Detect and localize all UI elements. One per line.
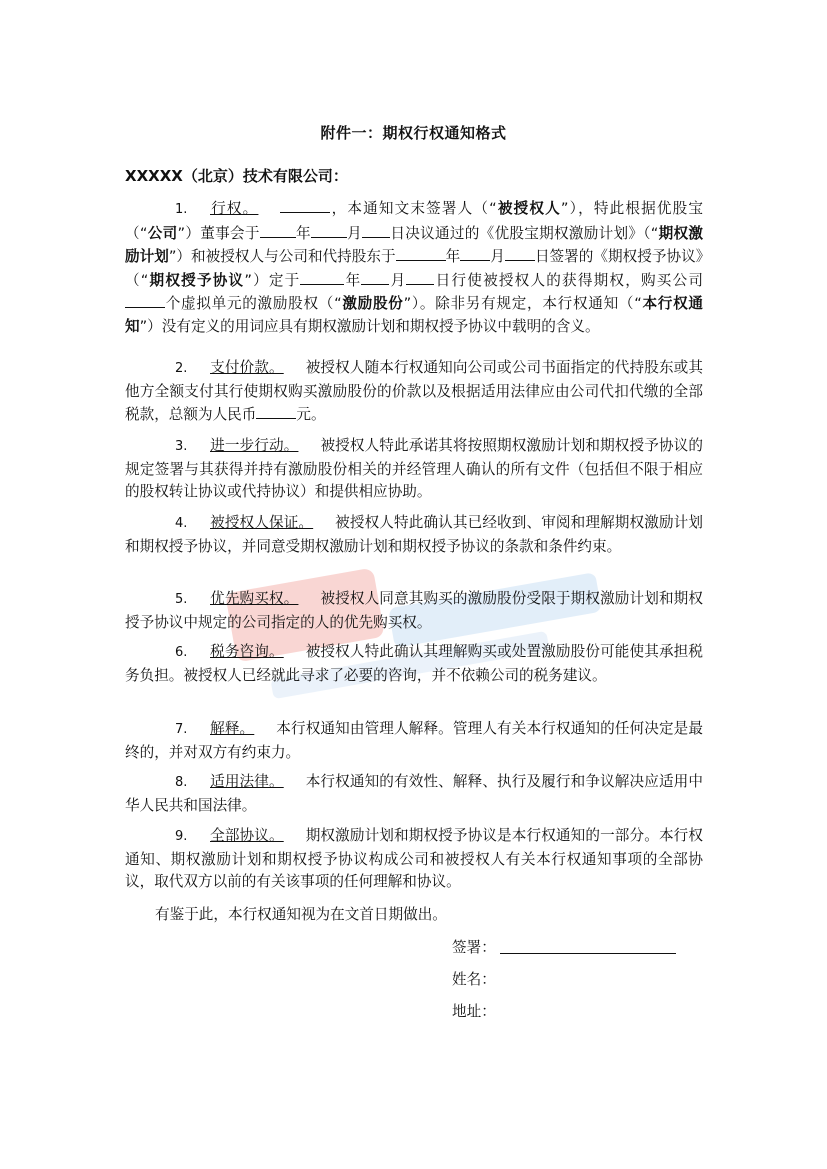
text: 被授权人特此承诺其将按照期权激励计划和期权授予协议的规定签署与其获得并持有激励股份相关的并经管理人确认的所有文件（包括但不限于相应的股权转让协议或代持协议）和提供相应协助。	[125, 437, 703, 501]
section-number: 5.	[175, 592, 188, 607]
text: 年	[295, 224, 311, 242]
text: 年	[344, 271, 362, 289]
section-number: 3.	[175, 439, 188, 454]
text: 月	[346, 224, 363, 242]
section-heading: 优先购买权。	[210, 590, 299, 607]
section-6	[125, 641, 703, 687]
section-2	[125, 357, 703, 427]
section-heading: 进一步行动。	[210, 437, 299, 454]
defined-term: 本行权通知	[125, 295, 703, 335]
text: 期权激励计划和期权授予协议是本行权通知的一部分。本行权通知、期权激励计划和期权授予协议构成公司和被授权人有关本行权通知事项的全部协议，取代双方以前的有关该事项的任何理解和协议。	[125, 827, 703, 891]
text: 被授权人特此确认其已经收到、审阅和理解期权激励计划和期权授予协议，并同意受期权激励计划和期权授予协议的条款和条件约束。	[125, 514, 703, 555]
day-blank	[505, 245, 535, 261]
section-9	[125, 825, 703, 894]
text: 元。	[296, 406, 326, 424]
section-5	[125, 588, 703, 634]
section-number: 9.	[175, 829, 188, 844]
text: ”）。除非另有规定，本行权通知（“	[403, 295, 642, 313]
document-title: 附件一：期权行权通知格式	[320, 124, 507, 142]
text: 月	[389, 271, 407, 289]
text: ”）没有定义的用词应具有期权激励计划和期权授予协议中载明的含义。	[139, 317, 600, 335]
text: 日行使被授权人的获得期权，购买公司	[434, 271, 703, 289]
defined-term: 期权激励计划	[125, 224, 704, 266]
text: 被授权人随本行权通知向公司或公司书面指定的代持股东或其他方全额支付其行使期权购买激励股份的价款以及根据适用法律应由公司代扣代缴的全部税款，总额为人民币	[125, 359, 703, 424]
month-blank	[361, 269, 389, 285]
section-7	[125, 718, 703, 764]
addressee: XXXXX（北京）技术有限公司：	[125, 167, 348, 185]
year-blank	[300, 269, 344, 285]
year-blank	[396, 245, 446, 261]
units-blank	[125, 292, 165, 308]
defined-term: 期权授予协议	[148, 271, 245, 289]
section-number: 6.	[175, 645, 188, 660]
date-blank	[280, 197, 330, 213]
text: 个虚拟单元的激励股权（“	[165, 295, 342, 313]
month-blank	[460, 245, 490, 261]
section-heading: 支付价款。	[210, 359, 284, 376]
section-1	[125, 197, 703, 339]
section-heading: 解释。	[210, 720, 255, 737]
section-heading: 行权。	[210, 200, 259, 217]
text: 本行权通知的有效性、解释、执行及履行和争议解决应适用中华人民共和国法律。	[125, 773, 703, 814]
section-number: 4.	[175, 516, 188, 531]
text: 日签署的《期权授予协议》（“	[125, 248, 703, 289]
amount-blank	[256, 403, 296, 419]
watermark-logo	[210, 560, 630, 710]
text: 被授权人特此确认其理解购买或处置激励股份可能使其承担税务负担。被授权人已经就此寻求了必要的咨询，并不依赖公司的税务建议。	[125, 643, 703, 684]
section-number: 2.	[175, 361, 188, 376]
section-number: 8.	[175, 775, 188, 790]
text: ”）定于	[244, 271, 301, 289]
address-label: 地址：	[452, 1003, 496, 1020]
section-number: 1.	[175, 202, 188, 217]
text: 本行权通知由管理人解释。管理人有关本行权通知的任何决定是最终的，并对双方有约束力。	[125, 720, 703, 761]
text: ”）和被授权人与公司和代持股东于	[168, 248, 396, 266]
text: 日决议通过的《优股宝期权激励计划》（“	[390, 224, 659, 242]
year-blank	[260, 222, 296, 238]
section-heading: 被授权人保证。	[210, 514, 314, 531]
section-heading: 全部协议。	[210, 827, 284, 844]
day-blank	[406, 269, 434, 285]
section-heading: 税务咨询。	[210, 643, 284, 660]
month-blank	[311, 222, 347, 238]
text: ”）董事会于	[177, 224, 260, 242]
section-8	[125, 771, 703, 817]
closing-statement: 有鉴于此，本行权通知视为在文首日期做出。	[155, 906, 447, 923]
defined-term: 被授权人	[496, 200, 561, 217]
text: ，本通知文末签署人（“	[330, 200, 497, 217]
name-label: 姓名：	[452, 971, 496, 988]
day-blank	[362, 222, 390, 238]
text: 年	[445, 248, 461, 266]
text: 被授权人同意其购买的激励股份受限于期权激励计划和期权授予协议中规定的公司指定的人的优先购买权。	[125, 590, 703, 631]
section-4	[125, 512, 703, 558]
defined-term: 激励股份	[341, 295, 404, 313]
section-3	[125, 435, 703, 504]
section-heading: 适用法律。	[210, 773, 284, 790]
section-number: 7.	[175, 722, 188, 737]
text: ”），特此根据优股宝（“	[125, 200, 703, 242]
text: 月	[490, 248, 505, 266]
defined-term: 公司	[147, 224, 178, 242]
signature-label: 签署：	[452, 939, 496, 956]
signature-line[interactable]	[500, 953, 676, 954]
